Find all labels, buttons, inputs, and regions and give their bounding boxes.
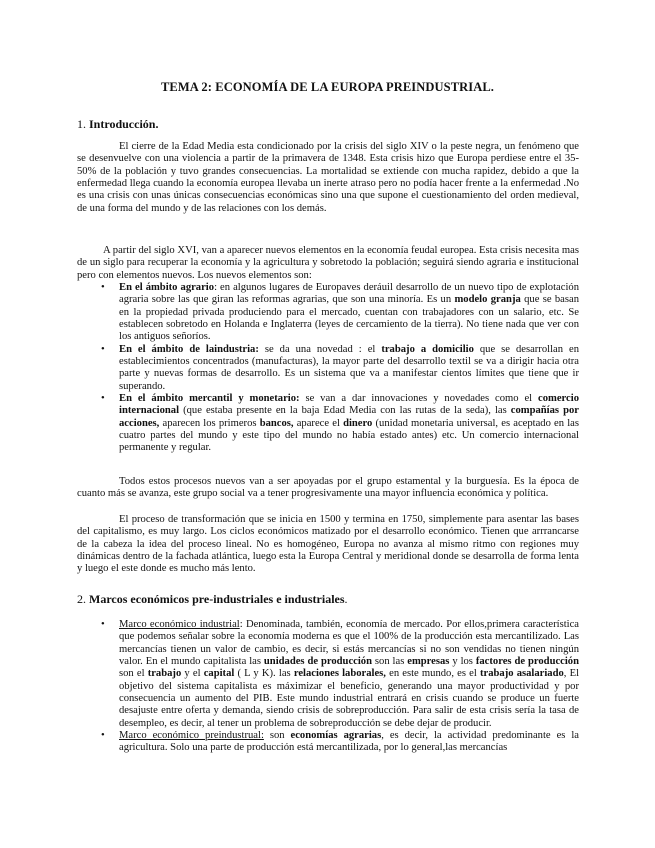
list-item-agrario: • En el ámbito agrario: en algunos lugares de Europaves deráuil desarrollo de un nuevo tipo de explotación agraria sobre las que giran las reformas agrarias, que son una minoría. Es un modelo granja que se basan en la propiedad privada produciendo para el mercado, cuentan con trabajadores con un salario, etc. Se establecen sobretodo en Holanda e Inglaterra (leyes de cercamiento de la tierra). No tiene nada que ver con los antiguos señoríos. (101, 282, 579, 343)
intro-paragraph-4: El proceso de transformación que se inicia en 1500 y termina en 1750, simplemente para asentar las bases del capitalismo, es muy largo. Los ciclos económicos matizado por el desarrollo económico. Tienen que arrrancarse de la cabeza la idea del proceso lineal. No es homogéneo, Europa no avanza al mismo ritmo con regiones muy dinámicas dentro de la fachada atlántica, luego esta la Europa Central y meridional donde se desarrolla de forma lenta y luego el este donde es mucho más lento. (77, 514, 579, 575)
bullet-icon: • (101, 730, 105, 742)
intro-paragraph-3: Todos estos procesos nuevos van a ser apoyadas por el grupo estamental y la burguesía. Es la época de cuanto más se avanza, este grupo social va a tener progresivamente una mayor influencia económica y política. (77, 476, 579, 500)
bullet-icon: • (101, 393, 105, 405)
document-title: TEMA 2: ECONOMÍA DE LA EUROPA PREINDUSTRIAL. (160, 80, 495, 94)
bullet-icon: • (101, 343, 105, 355)
list-item-marco-preindustrial: • Marco económico preindustrual: son economías agrarias, es decir, la actividad predominante es la agricultura. Solo una parte de producción está mercantilizada, por lo general,las mercancías (101, 730, 579, 754)
list-item-mercantil: • En el ámbito mercantil y monetario: se van a dar innovaciones y novedades como el comercio internacional (que estaba presente en la baja Edad Media con las rutas de la seda), las compañías por acciones, aparecen los primeros bancos, aparece el dinero (unidad monetaria universal, es aceptado en las cuatro partes del mundo y este tipo del mundo no había estado antes) etc. Un comercio internacional permanente y regular. (101, 393, 580, 454)
bullet-icon: • (101, 282, 105, 293)
economic-frameworks-list (77, 619, 579, 755)
section-1-number: 1. (77, 117, 86, 131)
list-item-marco-industrial: • Marco económico industrial: Denominada, también, economía de mercado. Por ellos,primera característica que podemos señalar sobre la economía moderna es que el 100% de la producción esta mercantilizado. Las mercancías tienen un valor de cambio, es decir, si estás mercancías si no son vendidas no tienen ningún valor. En el mundo capitalista las unidades de producción son las empresas y los factores de producción son el trabajo y el capital ( L y K). las relaciones laborales, en este mundo, es el trabajo asalariado, El objetivo del sistema capitalista es máximizar el beneficio, generando una mayor productividad y por consecuencia un aumento del PIB. Este mundo industrial entrará en crisis cuando se produce un fuerte desajuste entre oferta y demanda, siendo crisis de sobreproducción. Para salir de esta crisis sería la tasa de desempleo, es decir, al tener un problema de sobreproducción se debe dejar de producir. (101, 619, 580, 729)
new-elements-list (77, 282, 579, 455)
section-2-heading: 2. Marcos económicos pre-industriales e industriales. (77, 592, 348, 606)
list-item-industria: • En el ámbito de laindustria: se da una novedad : el trabajo a domicilio que se desarrollan en establecimientos concentrados (manufacturas), la mayor parte del desarrollo textil se va a dirigir hacia otra parte y nuevas formas de desarrollo. Es un sistema que va a manifestar cientos límites que tiene que ir superando. (101, 343, 579, 392)
section-2-number: 2. (77, 592, 86, 606)
bullet-icon: • (101, 619, 105, 630)
section-1-title: Introducción. (89, 117, 159, 131)
section-2-title: Marcos económicos pre-industriales e industriales (89, 592, 345, 606)
intro-paragraph-1: El cierre de la Edad Media esta condicionado por la crisis del siglo XIV o la peste negra, un fenómeno que se desenvuelve con una violencia a partir de la primavera de 1348. Esta crisis hizo que Europa perdiese entre el 35-50% de la población y tuvo grandes consecuencias. La mortalidad se extiende con mucha rapidez, debido a que la enfermedad llega cuando la economía europea llevaba un inerte atraso pero no podía hacer frente a la enfermedad .No es una crisis con unas únicas consecuencias económicas sino una que supone el cuestionamiento del orden medieval, de una forma del mundo y de las relaciones con los demás. (77, 141, 579, 214)
section-1-heading (77, 117, 158, 132)
intro-paragraph-2: A partir del siglo XVI, van a aparecer nuevos elementos en la economía feudal europea. Esta crisis necesita mas de un siglo para recuperar la economía y la agricultura y sobretodo la población; seguirá siendo agraria e institucional pero con elementos nuevos. Los nuevos elementos son: (77, 245, 579, 281)
